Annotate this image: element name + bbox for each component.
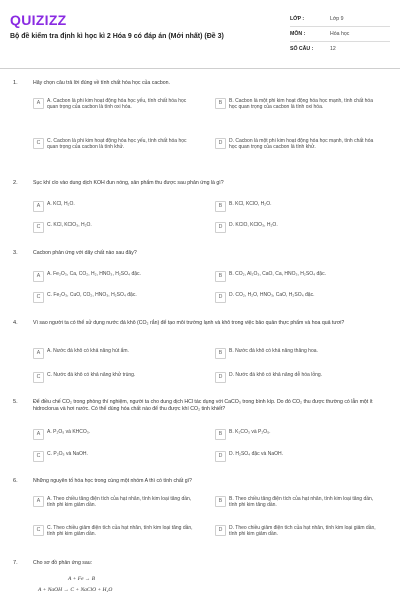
option-letter: C (33, 372, 44, 383)
question-number: 2. (13, 180, 18, 186)
option-text: A. P₂O₅ và KHCO₃. (47, 429, 91, 435)
option-letter: D (215, 451, 226, 462)
option-text: D. Nước đá khô có khả năng dễ hóa lỏng. (229, 372, 323, 378)
meta-key: SỐ CÂU : (290, 46, 314, 52)
option-letter: B (215, 98, 226, 109)
option-letter: C (33, 222, 44, 233)
option-letter: B (215, 271, 226, 282)
question-number: 6. (13, 478, 18, 484)
option-text: B. Theo chiều tăng điện tích của hạt nhân, tính kim loại tăng dần, tính phi kim tăng dần. (229, 496, 374, 509)
option-text: C. Fe₂O₃, CuO, CO₂, HNO₃, H₂SO₄ đặc. (47, 292, 137, 298)
option-text: C. Cacbon là phi kim hoạt động hóa học yếu, tính chất hóa học quan trọng của cacbon là tính khử. (47, 138, 187, 151)
question-number: 7. (13, 560, 18, 566)
option-letter: A (33, 98, 44, 109)
option-letter: D (215, 292, 226, 303)
question-text: Hãy chọn câu trả lời đúng về tính chất hóa học của cacbon. (33, 80, 170, 86)
option-text: B. Cacbon là một phi kim hoạt động hóa học mạnh, tính chất hóa học quan trọng của cacbon là tính oxi hóa. (229, 98, 373, 111)
option-letter: A (33, 271, 44, 282)
quizizz-logo[interactable]: QUIZIZZ (10, 12, 67, 28)
question-number: 1. (13, 80, 18, 86)
meta-row-subject (290, 27, 390, 42)
option-text: B. K₂CO₃ và P₂O₅. (229, 429, 271, 435)
option-letter: B (215, 429, 226, 440)
meta-key: LỚP : (290, 16, 305, 22)
option-text: D. CO₂, H₂O, HNO₃, CaO, H₂SO₄ đặc. (229, 292, 315, 298)
option-text: A. KCl, H₂O. (47, 201, 75, 207)
option-letter: D (215, 222, 226, 233)
reaction-formula: A + Fe → B (68, 576, 96, 582)
option-text: A. Theo chiều tăng điện tích của hạt nhân, tính kim loại tăng dần, tính phi kim giảm dần. (47, 496, 192, 509)
page-title: Bộ đề kiểm tra định kì học kì 2 Hóa 9 có đáp án (Mới nhất) (Đề 3) (10, 33, 224, 40)
question-number: 3. (13, 250, 18, 256)
option-text: D. H₂SO₄ đặc và NaOH. (229, 451, 283, 457)
option-letter: B (215, 496, 226, 507)
option-text: B. CO₂, Al₂O₃, CaO, Ca, HNO₃, H₂SO₄ đặc. (229, 271, 326, 277)
option-text: C. Theo chiều giảm điện tích của hạt nhân, tính kim loại tăng dần, tính phi kim giảm dần. (47, 525, 193, 538)
question-text: Sục khí clo vào dung dịch KOH đun nóng, sản phẩm thu được sau phản ứng là gì? (33, 180, 224, 186)
question-text: Cho sơ đồ phản ứng sau: (33, 560, 93, 566)
option-text: A. Nước đá khô có khả năng hút ẩm. (47, 348, 129, 354)
reaction-formula: A + NaOH → C + NaClO + H₂O (38, 587, 113, 593)
option-text: B. KCl, KClO, H₂O. (229, 201, 272, 207)
question-number: 4. (13, 320, 18, 326)
question-text: Cacbon phản ứng với dãy chất nào sau đây? (33, 250, 137, 256)
option-letter: A (33, 496, 44, 507)
header-divider (0, 68, 400, 69)
option-text: D. Cacbon là một phi kim hoạt động hóa học mạnh, tính chất hóa học quan trọng của cacbon là tính khử. (229, 138, 374, 151)
option-text: B. Nước đá khô có khả năng thăng hoa. (229, 348, 318, 354)
header (0, 0, 400, 70)
option-letter: C (33, 451, 44, 462)
question-text: Vì sao người ta có thể sử dụng nước đá khô (CO₂ rắn) để tạo môi trường lạnh và khô trong việc bảo quản thực phẩm và hoa quả tươi? (33, 320, 345, 326)
option-letter: C (33, 138, 44, 149)
meta-value: Hóa học (330, 31, 350, 37)
option-letter: C (33, 525, 44, 536)
meta-row-class (290, 12, 390, 27)
option-letter: A (33, 348, 44, 359)
question-text: Để điều chế CO₂ trong phòng thí nghiệm, người ta cho dung dịch HCl tác dụng với CaCO₃ trong bình kíp. Do đó CO₂ thu được thường có lẫn một ít hidroclorua và hơi nước. Có thể dùng hóa chất nào để thu được khí CO₂ tinh khiết? (33, 399, 373, 412)
option-letter: D (215, 525, 226, 536)
option-text: D. Theo chiều giảm điện tích của hạt nhân, tính kim loại giảm dần, tính phi kim giảm dần. (229, 525, 376, 538)
option-letter: D (215, 138, 226, 149)
option-text: C. KCl, KClO₃, H₂O. (47, 222, 92, 228)
option-letter: A (33, 201, 44, 212)
question-number: 5. (13, 399, 18, 405)
question-text: Những nguyên tố hóa học trong cùng một nhóm A thì có tính chất gì? (33, 478, 192, 484)
option-text: C. Nước đá khô có khả năng khử trùng. (47, 372, 136, 378)
meta-value: 12 (330, 46, 336, 52)
meta-value: Lớp 9 (330, 16, 344, 22)
option-text: A. Cacbon là phi kim hoạt động hóa học yếu, tính chất hóa học quan trọng của cacbon là tính oxi hóa. (47, 98, 187, 111)
option-letter: B (215, 348, 226, 359)
option-text: D. KClO, KClO₃, H₂O. (229, 222, 278, 228)
option-text: C. P₂O₅ và NaOH. (47, 451, 88, 457)
option-text: A. Fe₂O₃, Ca, CO₂, H₂, HNO₃, H₂SO₄ đặc. (47, 271, 141, 277)
option-letter: C (33, 292, 44, 303)
meta-table (290, 12, 390, 56)
meta-row-count (290, 42, 390, 56)
option-letter: D (215, 372, 226, 383)
option-letter: B (215, 201, 226, 212)
meta-key: MÔN : (290, 31, 306, 37)
option-letter: A (33, 429, 44, 440)
